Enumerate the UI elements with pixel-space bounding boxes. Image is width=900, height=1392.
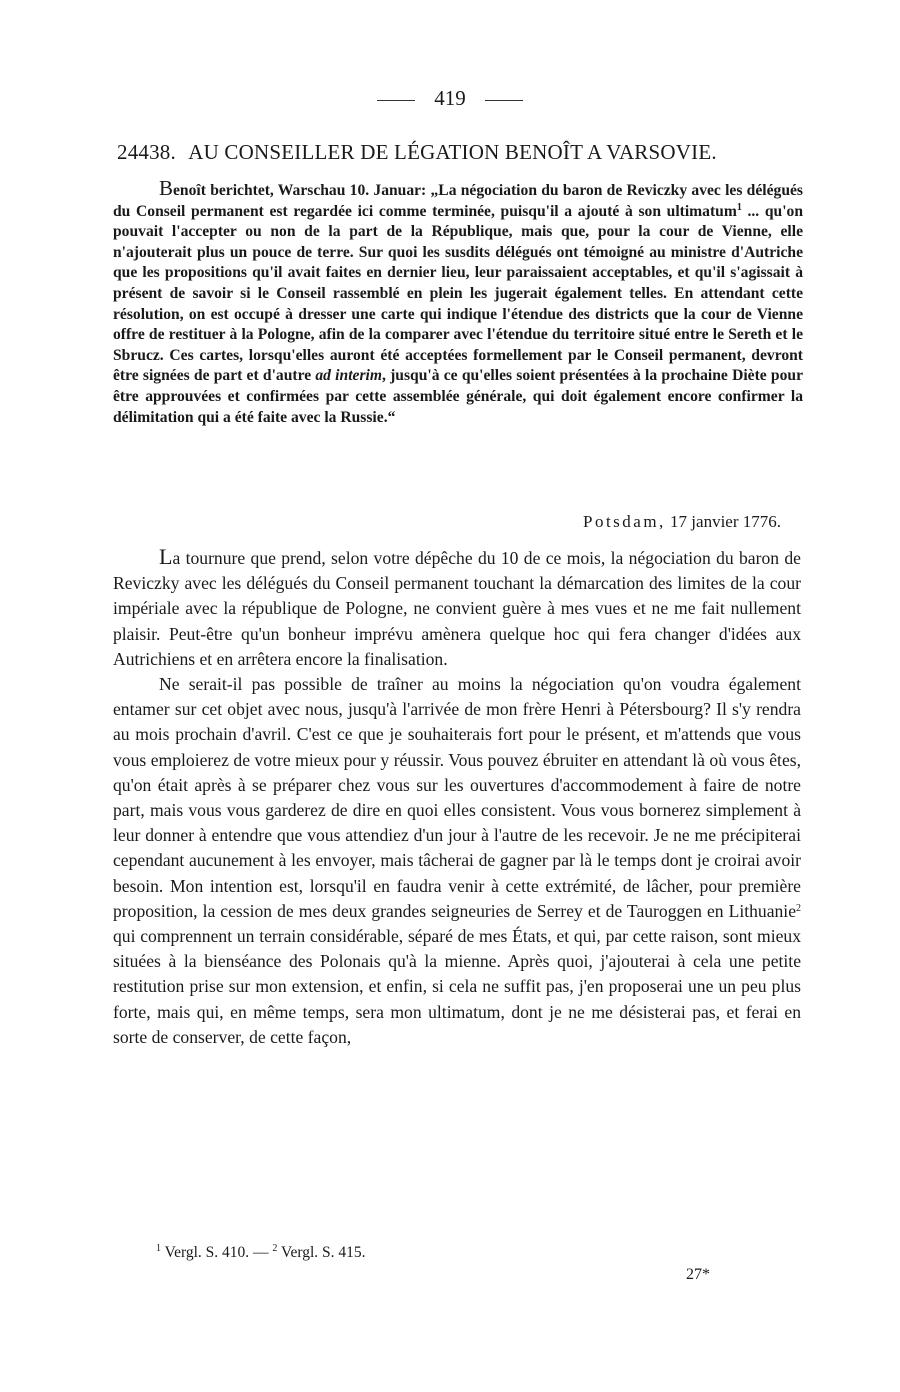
footnote-2-text: Vergl. S. 415. [277, 1244, 366, 1261]
letter-number: 24438. [117, 140, 176, 164]
body-paragraph-2 [113, 672, 801, 1050]
page-header [0, 86, 900, 111]
dateline [113, 512, 781, 532]
footnote-2-marker: 2 [272, 1243, 278, 1254]
footnote-1-text: Vergl. S. 410. — [161, 1244, 273, 1261]
summary-dropcap: B [159, 176, 174, 200]
dateline-place: Potsdam, [582, 512, 666, 531]
body-paragraph-2-text-a: Ne serait-il pas possible de traîner au moins la négociation qu'on voudra également entamer sur cet objet avec nous, jusqu'à l'arrivée de mon frère Henri à Pétersbourg? Il s'y rendra au mois prochain d'avril. C'est ce que je souhaiterais fort pour le présent, et m'attends que vous vous emploierez de votre mieux pour y réussir. Vous pouvez ébruiter en attendant là où vous êtes, qu'on était après à se préparer chez vous sur les ouvertures d'accommodement à faire de notre part, mais vous vous garderez de dire en quoi elles consistent. Vous vous bornerez simplement à leur donner à entendre que vous attendiez d'un jour à l'autre de les recevoir. Je ne me précipiterai cependant aucunement à les envoyer, mais tâcherai de gagner par là le temps dont je croirai avoir besoin. Mon intention est, lorsqu'il en faudra venir à cette extrémité, de lâcher, pour première proposition, la cession de mes deux grandes seigneuries de Serrey et de Tauroggen en Lithuanie [113, 674, 801, 921]
summary-italic: ad interim [315, 367, 382, 385]
footnote-1-marker: 1 [156, 1243, 161, 1254]
footnote-ref-2: 2 [796, 902, 801, 914]
report-summary [113, 178, 803, 428]
body-paragraph-1 [113, 544, 801, 672]
summary-text-3: , jusqu'à ce qu'elles soient présentées à la prochaine Diète pour être approuvées et confirmées par cette assemblée générale, qui doit également encore confirmer la délimitation qui a été faite avec la Russie.“ [113, 367, 803, 426]
dateline-date: 17 janvier 1776. [670, 512, 781, 531]
body-paragraph-1-text: a tournure que prend, selon votre dépêche du 10 de ce mois, la négociation du baron de Reviczky avec les délégués du Conseil permanent touchant la démarcation des limites de la cour impériale avec la république de Pologne, ne convient guère à mes vues et ne me fait nullement plaisir. Peut-être qu'un bonheur imprévu amènera quelque hoc qui fera changer d'idées aux Autrichiens et en arrêtera encore la finalisation. [113, 548, 801, 669]
header-rule-left [377, 100, 415, 101]
footnote-ref-1: 1 [736, 201, 742, 213]
summary-text-2: ... qu'on pouvait l'accepter ou non de la part de la République, mais que, pour la cour de Vienne, elle n'ajouterait plus un pouce de terre. Sur quoi les susdits délégués ont témoigné au ministre d'Autriche que les propositions qu'il avait faites en dernier lieu, leur paraissaient acceptables, et qu'il s'agissait à présent de savoir si le Conseil rassemblé en plein les jugerait également telles. En attendant cette résolution, on est occupé à dresser une carte qui indique l'étendue des districts que la cour de Vienne offre de restituer à la Pologne, afin de la comparer avec l'étendue du territoire situé entre le Sereth et le Sbrucz. Ces cartes, lorsqu'elles auront été acceptées formellement par le Conseil permanent, devront être signées de part et d'autre [113, 202, 803, 385]
body-dropcap: L [159, 544, 173, 569]
summary-text-1: enoît berichtet, Warschau 10. Januar: „La négociation du baron de Reviczky avec les délégués du Conseil permanent est regardée ici comme terminée, puisqu'il a ajouté à son ultimatum [113, 182, 803, 220]
body-paragraph-2-text-b: qui comprennent un terrain considérable, séparé de mes États, et qui, par cette raison, sont mieux situées à la bienséance des Polonais qu'à la mienne. Après quoi, j'ajouterai à cela une petite restitution prise sur mon extension, et enfin, si cela ne suffit pas, j'en proposerai une un peu plus forte, mais qui, en même temps, sera mon ultimatum, dont je ne me désisterai pas, et ferai en sorte de conserver, de cette façon, [113, 926, 801, 1047]
page-number: 419 [434, 86, 466, 110]
header-rule-right [485, 100, 523, 101]
letter-title: AU CONSEILLER DE LÉGATION BENOÎT A VARSOVIE. [188, 140, 717, 164]
letter-heading [117, 140, 807, 165]
letter-body [113, 544, 801, 1050]
signature-mark: 27* [686, 1266, 710, 1283]
footnotes [156, 1244, 366, 1262]
